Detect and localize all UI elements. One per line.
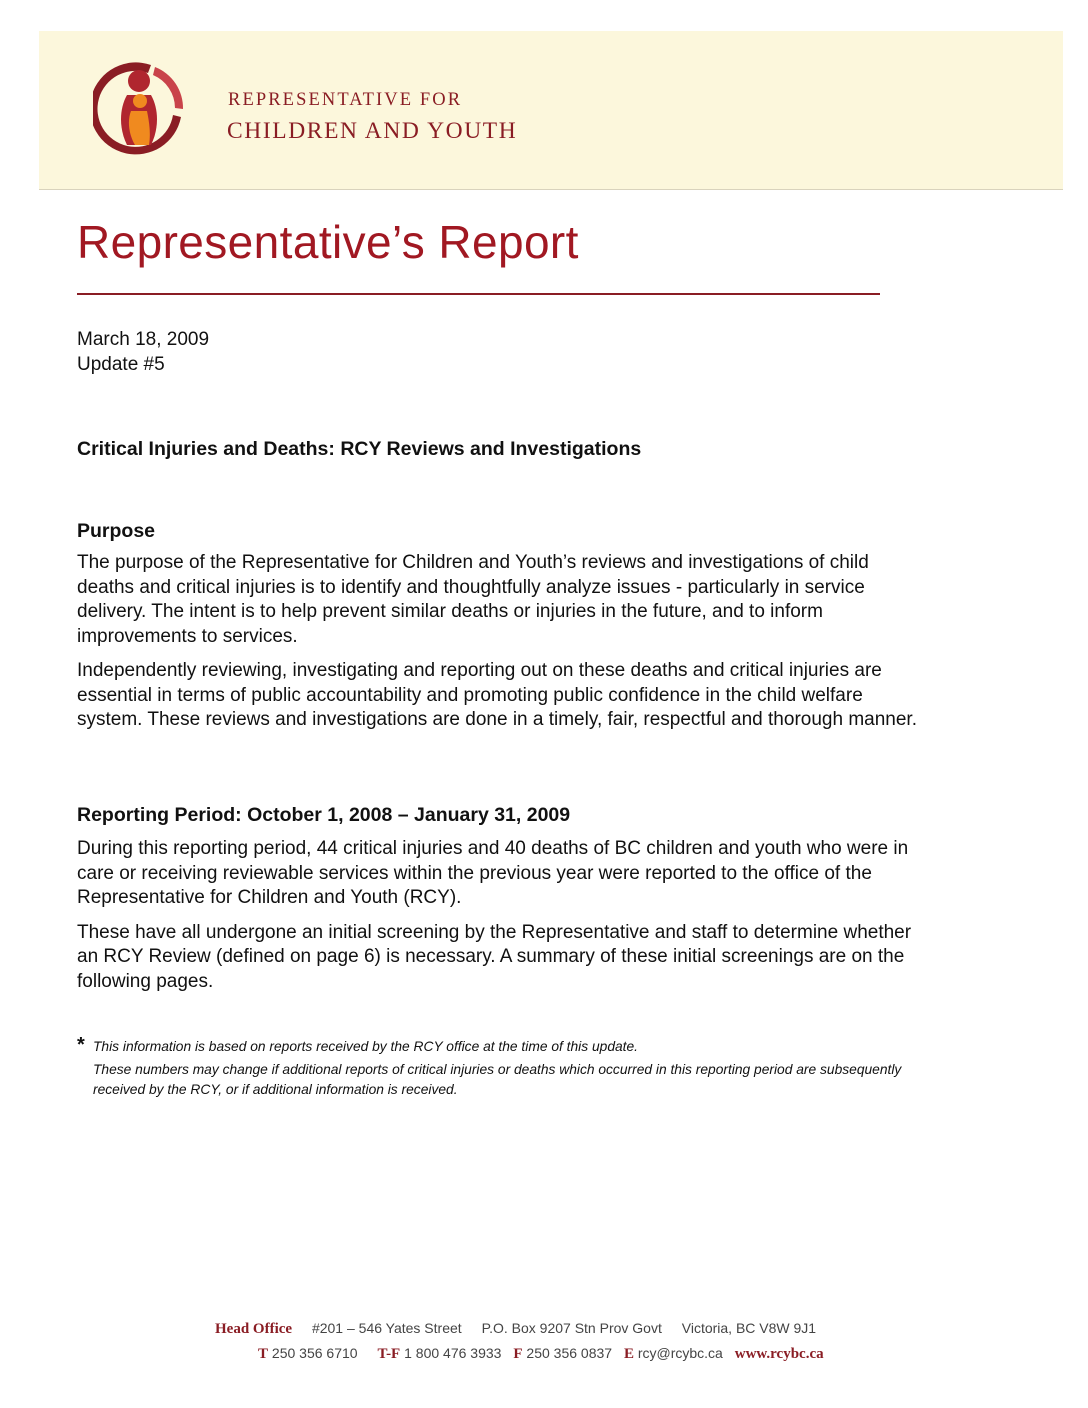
fax-label: F bbox=[513, 1346, 523, 1362]
phone-label: T bbox=[258, 1346, 269, 1362]
footer-city: Victoria, BC V8W 9J1 bbox=[681, 1320, 817, 1336]
tollfree-label: T-F bbox=[377, 1346, 401, 1362]
footer-po-box: P.O. Box 9207 Stn Prov Govt bbox=[481, 1320, 662, 1336]
footnote bbox=[77, 1034, 957, 1100]
document-heading: Critical Injuries and Deaths: RCY Reviews and Investigations bbox=[77, 438, 642, 460]
report-date: March 18, 2009 bbox=[77, 329, 210, 350]
purpose-paragraph-1: The purpose of the Representative for Children and Youth’s reviews and investigations of child deaths and critical injuries is to identify and thoughtfully analyze issues - particularly in service delivery. The intent is to help prevent similar deaths or injuries in the future, and to inform improvements to services. bbox=[77, 552, 869, 647]
reporting-period-paragraph-2: These have all undergone an initial screening by the Representative and staff to determine whether an RCY Review (defined on page 6) is necessary. A summary of these initial screenings are on the following pages. bbox=[77, 921, 912, 992]
report-update-number: Update #5 bbox=[77, 354, 165, 375]
title-divider bbox=[77, 293, 880, 295]
footnote-line-1: This information is based on reports received by the RCY office at the time of this update. bbox=[93, 1039, 639, 1054]
reporting-period-paragraph-1: During this reporting period, 44 critical injuries and 40 deaths of BC children and youth who were in care or receiving reviewable services within the previous year were reported to the office of the Representative for Children and Youth (RCY). bbox=[77, 838, 909, 908]
letterhead-band bbox=[39, 31, 1063, 190]
footer-phone: 250 356 6710 bbox=[271, 1345, 358, 1361]
footnote-line-2: These numbers may change if additional reports of critical injuries or deaths which occurred in this reporting period are subsequently received by the RCY, or if additional information is received. bbox=[93, 1062, 902, 1097]
reporting-period-section bbox=[77, 802, 927, 994]
footer-website-link[interactable]: www.rcybc.ca bbox=[734, 1346, 824, 1362]
footer-tollfree: 1 800 476 3933 bbox=[404, 1345, 502, 1361]
purpose-section bbox=[77, 518, 927, 733]
report-meta bbox=[77, 327, 209, 377]
footnote-marker: * bbox=[77, 1034, 85, 1056]
footer-address-line bbox=[215, 1320, 816, 1338]
mother-and-child-logo-icon bbox=[93, 55, 189, 163]
purpose-heading: Purpose bbox=[77, 520, 156, 542]
email-label: E bbox=[623, 1346, 634, 1362]
org-name-line2: CHILDREN AND YOUTH bbox=[227, 118, 518, 144]
reporting-period-heading: Reporting Period: October 1, 2008 – January 31, 2009 bbox=[77, 804, 571, 826]
footer-fax: 250 356 0837 bbox=[526, 1345, 613, 1361]
head-office-label: Head Office bbox=[215, 1321, 293, 1337]
report-title: Representative’s Report bbox=[77, 216, 579, 268]
purpose-paragraph-2: Independently reviewing, investigating and reporting out on these deaths and critical injuries are essential in terms of public accountability and promoting public confidence in the child welfare system. These reviews and investigations are done in a timely, fair, respectful and thorough manner. bbox=[77, 660, 917, 730]
organization-name bbox=[227, 89, 517, 145]
footer-street-address: #201 – 546 Yates Street bbox=[311, 1320, 462, 1336]
footer-email[interactable]: rcy@rcybc.ca bbox=[637, 1345, 723, 1361]
footer-contact-line bbox=[258, 1345, 824, 1363]
org-name-line1: REPRESENTATIVE FOR bbox=[228, 90, 463, 110]
